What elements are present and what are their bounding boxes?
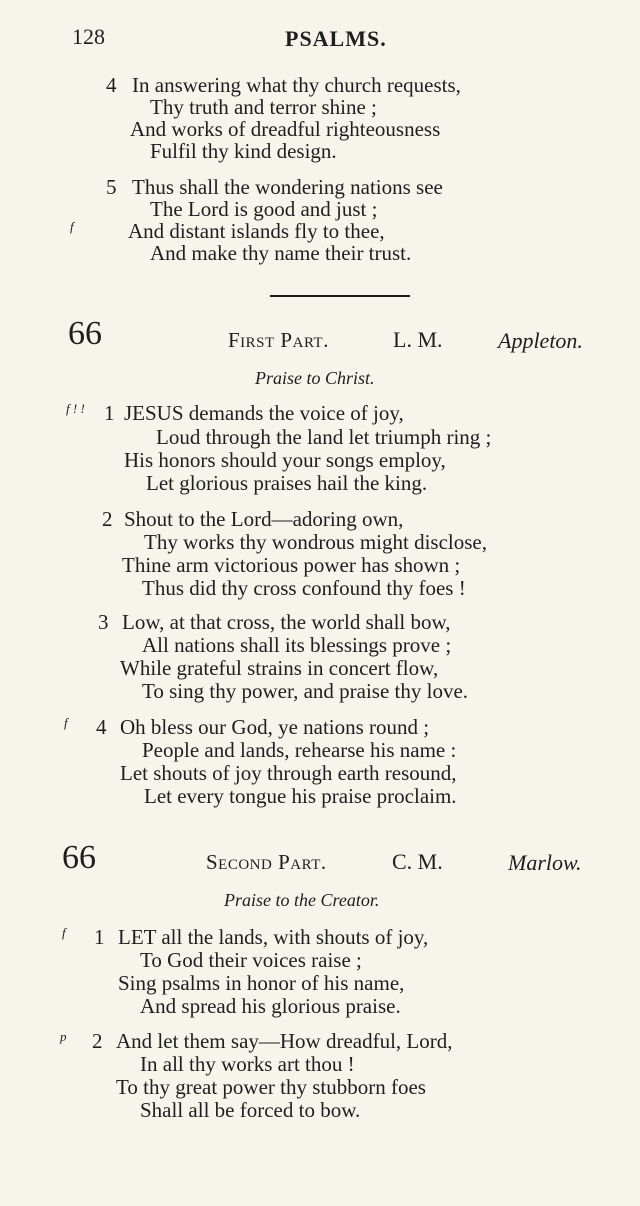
part-heading: Second Part. [206, 850, 327, 874]
verse-line: To sing thy power, and praise thy love. [142, 679, 469, 703]
verse-line: Thus did thy cross confound thy foes ! [142, 576, 466, 600]
verse-line: Let shouts of joy through earth resound, [120, 761, 457, 785]
verse-line: Thine arm victorious power has shown ; [122, 553, 461, 577]
verse-line: Thus shall the wondering nations see [132, 175, 443, 199]
verse-line: JESUS demands the voice of joy, [124, 401, 404, 425]
stanza-number: 5 [106, 175, 117, 199]
verse-line: In all thy works art thou ! [140, 1052, 355, 1076]
verse-line: Low, at that cross, the world shall bow, [122, 610, 451, 634]
dynamic-mark: f [64, 715, 68, 730]
verse-line: People and lands, rehearse his name : [142, 738, 457, 762]
verse-line: His honors should your songs employ, [124, 448, 446, 472]
verse-line: In answering what thy church requests, [132, 73, 461, 97]
verse-line: Shout to the Lord—adoring own, [124, 507, 404, 531]
stanza-number: 4 [106, 73, 117, 97]
verse-line: To thy great power thy stubborn foes [116, 1075, 426, 1099]
verse-line: Sing psalms in honor of his name, [118, 971, 405, 995]
section-divider [270, 295, 410, 297]
verse-line: All nations shall its blessings prove ; [142, 633, 452, 657]
dynamic-mark: f [62, 925, 66, 940]
verse-line: The Lord is good and just ; [150, 197, 378, 221]
verse-line: Thy works thy wondrous might disclose, [144, 530, 487, 554]
verse-line: Let every tongue his praise proclaim. [144, 784, 457, 808]
stanza-number: 3 [98, 610, 109, 634]
dynamic-mark: f [70, 219, 74, 234]
verse-line: And make thy name their trust. [150, 241, 412, 265]
psalm-subtitle: Praise to Christ. [255, 368, 375, 388]
verse-line: To God their voices raise ; [140, 948, 362, 972]
psalm-number: 66 [62, 839, 96, 876]
tune-name: Marlow. [508, 850, 582, 875]
meter: L. M. [393, 327, 443, 352]
verse-line: Fulfil thy kind design. [150, 139, 337, 163]
verse-line: And let them say—How dreadful, Lord, [116, 1029, 453, 1053]
page-number: 128 [72, 24, 105, 49]
psalm-number: 66 [68, 315, 102, 352]
stanza-number: 2 [102, 507, 113, 531]
verse-line: And works of dreadful righteousness [130, 117, 441, 141]
stanza-number: 1 [104, 401, 115, 425]
tune-name: Appleton. [498, 328, 583, 353]
verse-line: Loud through the land let triumph ring ; [156, 425, 492, 449]
stanza-number: 4 [96, 715, 107, 739]
dynamic-mark: f ! ! [66, 401, 85, 416]
stanza-number: 2 [92, 1029, 103, 1053]
part-heading: First Part. [228, 328, 329, 352]
verse-line: Oh bless our God, ye nations round ; [120, 715, 430, 739]
stanza-number: 1 [94, 925, 105, 949]
verse-line: And spread his glorious praise. [140, 994, 401, 1018]
verse-line: Thy truth and terror shine ; [150, 95, 377, 119]
dynamic-mark: p [60, 1029, 67, 1044]
running-title: PSALMS. [285, 26, 387, 51]
verse-line: And distant islands fly to thee, [128, 219, 385, 243]
verse-line: While grateful strains in concert flow, [120, 656, 439, 680]
psalm-subtitle: Praise to the Creator. [224, 890, 380, 910]
verse-line: Shall all be forced to bow. [140, 1098, 361, 1122]
meter: C. M. [392, 849, 443, 874]
verse-line: Let glorious praises hail the king. [146, 471, 428, 495]
verse-line: LET all the lands, with shouts of joy, [118, 925, 429, 949]
